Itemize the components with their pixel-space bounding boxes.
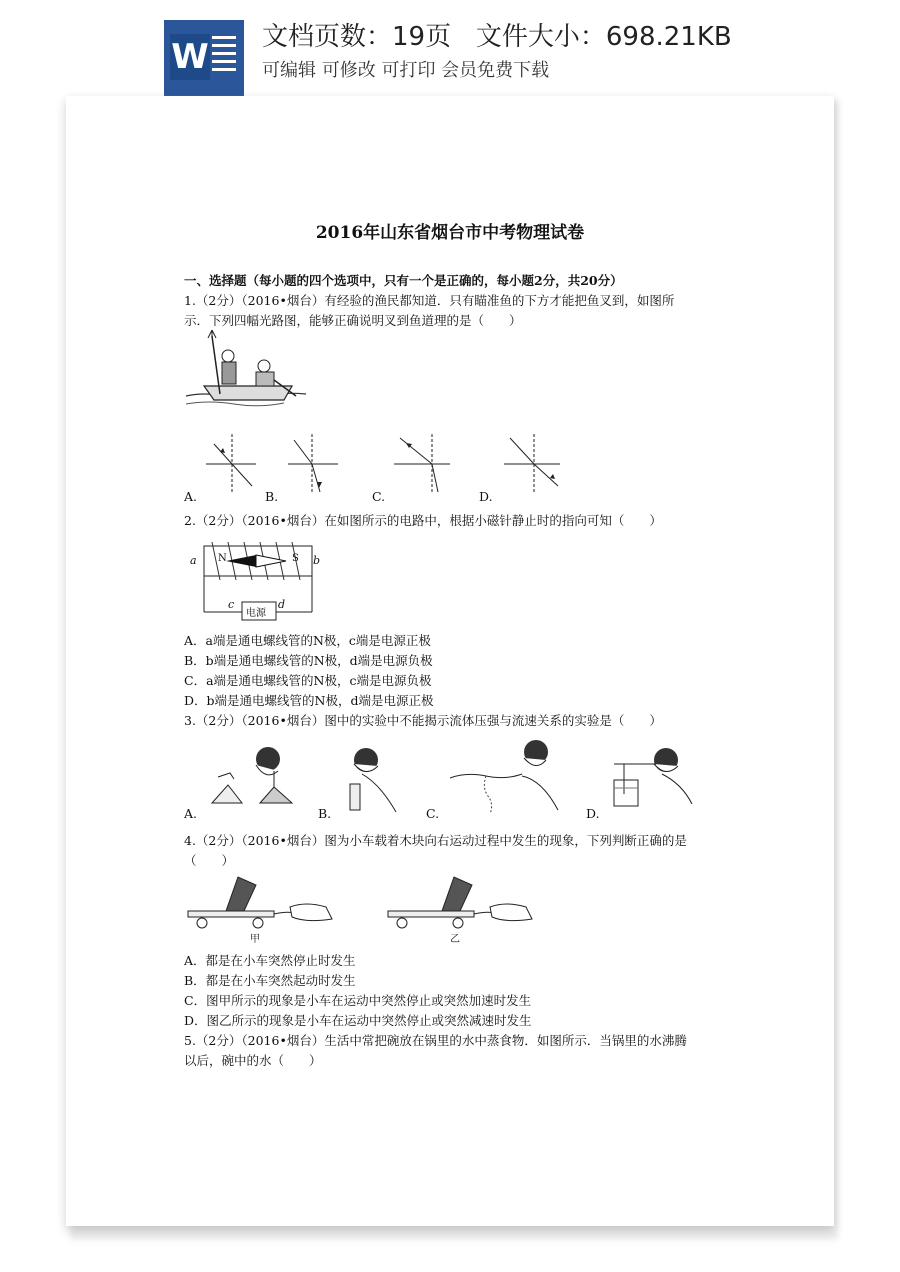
fig-label-b: b (313, 554, 321, 567)
cart-figure-jia (186, 871, 336, 931)
question-4-text: 4.（2分）（2016•烟台）图为小车载着木块向右运动过程中发生的现象，下列判断正确的是 (184, 833, 687, 848)
section-heading: 一、选择题（每小题的四个选项中，只有一个是正确的，每小题2分，共20分） (184, 273, 623, 288)
q2-option-d: D．b端是通电螺线管的N极，d端是电源正极 (184, 693, 434, 708)
document-features: 可编辑 可修改 可打印 会员免费下载 (262, 60, 550, 81)
word-letter: W (170, 34, 210, 80)
experiment-figure-a (208, 741, 308, 811)
fig-label-c: c (228, 598, 235, 611)
document-stats: 文档页数：19页 文件大小：698.21KB (262, 22, 732, 52)
fig-label-a: a (190, 554, 197, 567)
q3-option-c: C. (426, 806, 440, 821)
question-2-text: 2.（2分）（2016•烟台）在如图所示的电路中，根据小磁针静止时的指向可知（ ） (184, 513, 662, 528)
ray-diagram-c (394, 434, 450, 494)
experiment-figure-d (608, 744, 698, 814)
q4-option-c: C．图甲所示的现象是小车在运动中突然停止或突然加速时发生 (184, 993, 532, 1008)
ray-diagram-d (504, 434, 560, 494)
document-info-header (0, 0, 900, 100)
exam-title: 2016年山东省烟台市中考物理试卷 (315, 223, 585, 243)
cart-label-yi: 乙 (450, 934, 460, 945)
q4-option-a: A．都是在小车突然停止时发生 (184, 953, 356, 968)
q3-option-a: A. (184, 806, 198, 821)
fig-label-d: d (278, 598, 286, 611)
q1-option-a: A. (184, 489, 198, 504)
q1-option-c: C. (372, 489, 386, 504)
experiment-figure-b (340, 744, 410, 814)
question-1-text: 1.（2分）（2016•烟台）有经验的渔民都知道．只有瞄准鱼的下方才能把鱼叉到，如图所 (184, 293, 675, 308)
q3-option-d: D. (586, 806, 600, 821)
question-5-text-cont: 以后，碗中的水（ ） (184, 1053, 322, 1068)
q2-option-c: C．a端是通电螺线管的N极，c端是电源负极 (184, 673, 432, 688)
question-5-text: 5.（2分）（2016•烟台）生活中常把碗放在锅里的水中蒸食物．如图所示．当锅里的水沸腾 (184, 1033, 687, 1048)
q1-option-d: D. (479, 489, 493, 504)
word-icon-lines (212, 36, 236, 76)
ray-diagram-b (288, 434, 338, 494)
word-document-icon (164, 20, 244, 96)
document-page (66, 96, 834, 1226)
fig-label-n: N (218, 553, 227, 564)
question-4-text-cont: （ ） (184, 853, 235, 868)
cart-label-jia: 甲 (250, 934, 260, 945)
fig-label-s: S (292, 553, 299, 564)
fisherman-figure (184, 334, 309, 419)
cart-figure-yi (386, 871, 536, 931)
q4-option-b: B．都是在小车突然起动时发生 (184, 973, 356, 988)
fig-label-power: 电源 (246, 608, 266, 619)
q4-option-d: D．图乙所示的现象是小车在运动中突然停止或突然减速时发生 (184, 1013, 532, 1028)
question-3-text: 3.（2分）（2016•烟台）图中的实验中不能揭示流体压强与流速关系的实验是（ ） (184, 713, 662, 728)
q3-option-b: B. (318, 806, 332, 821)
q1-option-b: B. (265, 489, 279, 504)
q2-option-b: B．b端是通电螺线管的N极，d端是电源负极 (184, 653, 433, 668)
question-1-text-cont: 示．下列四幅光路图，能够正确说明叉到鱼道理的是（ ） (184, 313, 522, 328)
ray-diagram-a (206, 434, 256, 494)
experiment-figure-c (446, 736, 566, 816)
q2-option-a: A．a端是通电螺线管的N极，c端是电源正极 (184, 633, 431, 648)
